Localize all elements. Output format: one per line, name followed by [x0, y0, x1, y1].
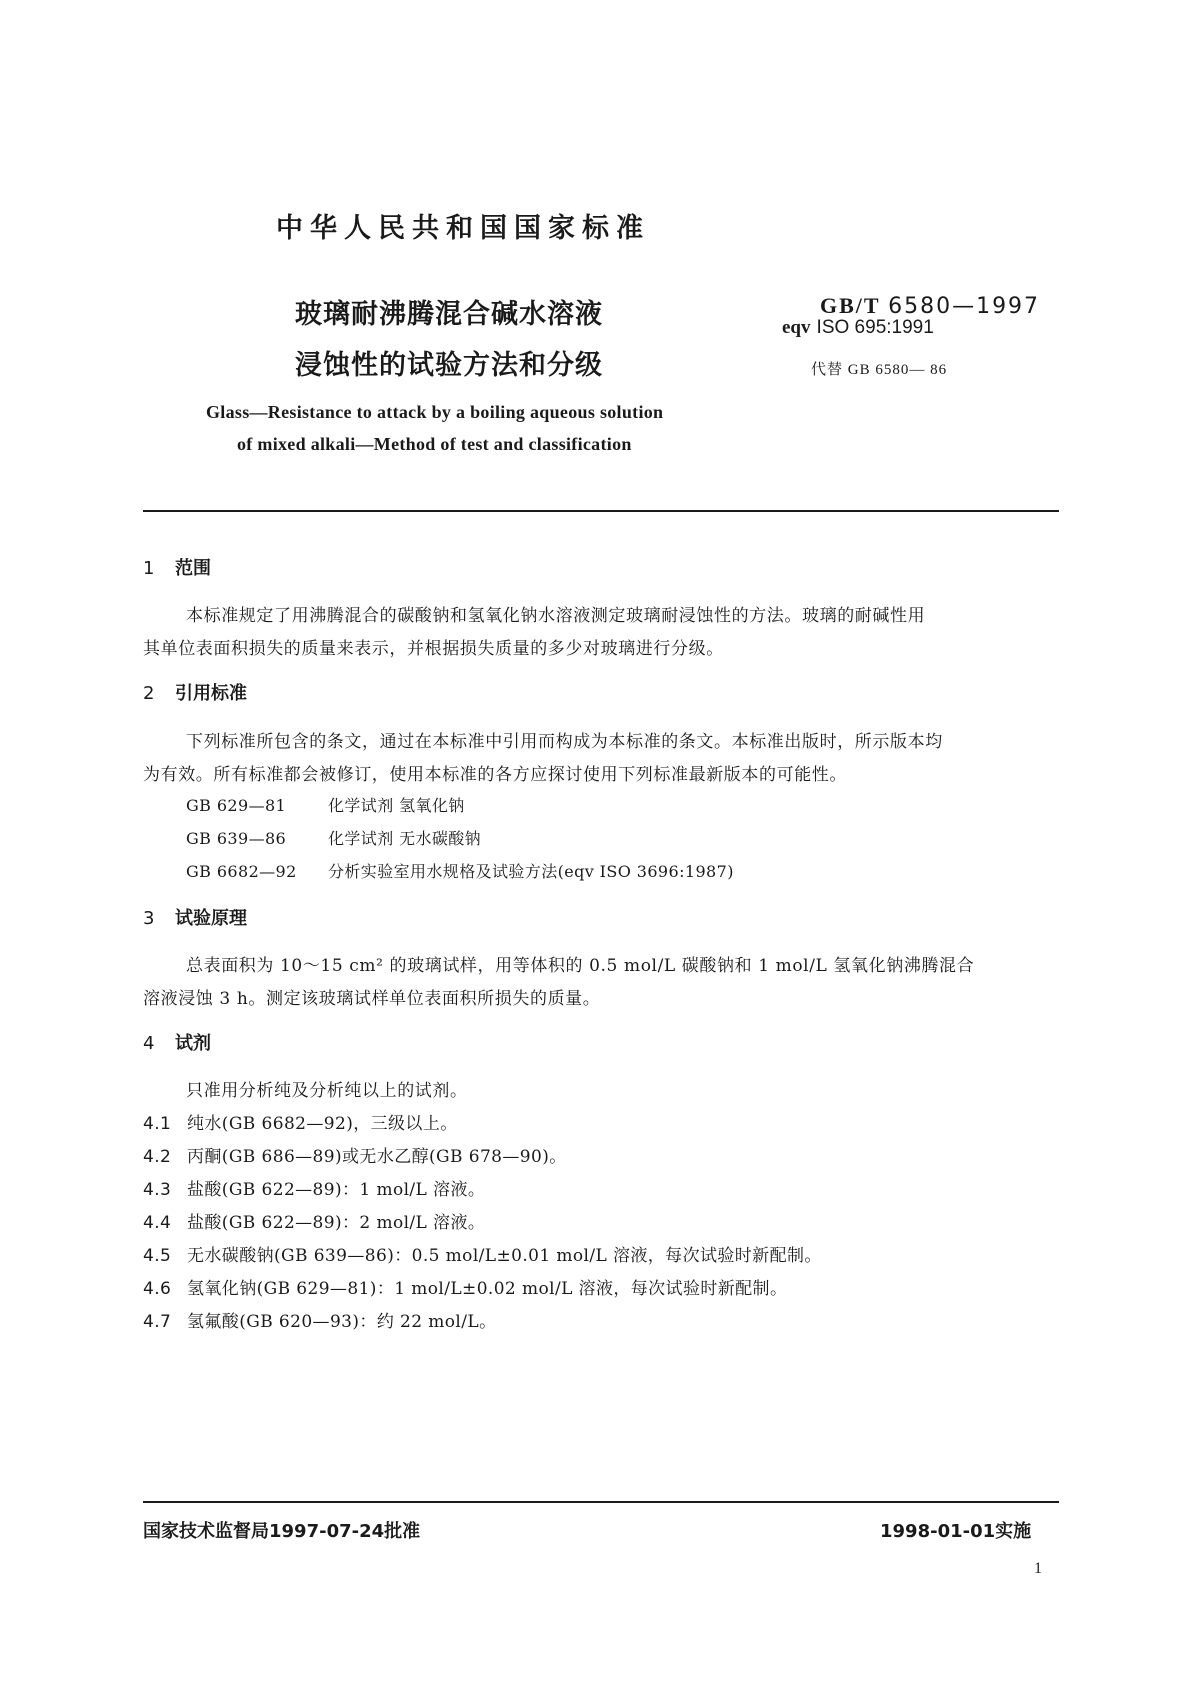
reagent-number: 4.1 — [143, 1114, 172, 1134]
reagent-number: 4.3 — [143, 1180, 172, 1200]
section-title: 引用标准 — [175, 683, 247, 704]
document-title-cn-line1: 玻璃耐沸腾混合碱水溶液 — [295, 299, 603, 330]
section-title: 范围 — [175, 558, 211, 579]
section-number: 3 — [143, 908, 155, 929]
section-heading — [143, 679, 247, 705]
reagent-text: 丙酮(GB 686—89)或无水乙醇(GB 678—90)。 — [187, 1147, 567, 1167]
reference-item — [186, 859, 734, 882]
reagent-item — [143, 1208, 485, 1233]
reference-title: 分析实验室用水规格及试验方法(eqv ISO 3696:1987) — [328, 862, 734, 881]
section-number: 4 — [143, 1033, 155, 1054]
eqv-iso-number: ISO 695:1991 — [816, 317, 934, 338]
reagent-text: 纯水(GB 6682—92)，三级以上。 — [187, 1114, 458, 1134]
reagent-number: 4.5 — [143, 1246, 172, 1266]
reagent-item — [143, 1307, 496, 1332]
issuing-authority-heading: 中华人民共和国国家标准 — [276, 213, 650, 244]
paragraph-line: 本标准规定了用沸腾混合的碳酸钠和氢氧化钠水溶液测定玻璃耐浸蚀性的方法。玻璃的耐碱性用 — [186, 606, 926, 626]
section-heading — [143, 1029, 211, 1055]
replaces-standard: 代替 GB 6580— 86 — [811, 362, 948, 378]
eqv-prefix: eqv — [782, 317, 811, 338]
reagent-text: 盐酸(GB 622—89)：2 mol/L 溶液。 — [187, 1213, 486, 1233]
reference-code: GB 6682—92 — [186, 862, 297, 881]
reagent-number: 4.4 — [143, 1213, 172, 1233]
reagent-number: 4.7 — [143, 1312, 172, 1332]
reference-code: GB 639—86 — [186, 829, 287, 848]
standard-year-number: 6580—1997 — [888, 294, 1041, 319]
footer-divider — [143, 1501, 1059, 1503]
reagent-number: 4.2 — [143, 1147, 172, 1167]
page-number: 1 — [1034, 1560, 1042, 1577]
paragraph-line: 只准用分析纯及分析纯以上的试剂。 — [186, 1081, 468, 1101]
section-heading — [143, 904, 247, 930]
standard-prefix: GB/T — [820, 293, 881, 318]
paragraph-line: 下列标准所包含的条文，通过在本标准中引用而构成为本标准的条文。本标准出版时，所示版本均 — [186, 732, 943, 752]
reagent-text: 无水碳酸钠(GB 639—86)：0.5 mol/L±0.01 mol/L 溶液，每次试验时新配制。 — [187, 1246, 822, 1266]
reagent-item — [143, 1241, 822, 1266]
reference-title: 化学试剂 氢氧化钠 — [328, 796, 465, 815]
header-divider — [143, 510, 1059, 512]
reagent-item — [143, 1175, 485, 1200]
document-title-en-line2: of mixed alkali—Method of test and classification — [237, 434, 632, 454]
effective-date: 1998-01-01实施 — [880, 1521, 1032, 1542]
reagent-text: 氢氟酸(GB 620—93)：约 22 mol/L。 — [187, 1312, 497, 1332]
paragraph-line: 总表面积为 10～15 cm² 的玻璃试样，用等体积的 0.5 mol/L 碳酸钠和 1 mol/L 氢氧化钠沸腾混合 — [186, 956, 975, 976]
approval-date: 国家技术监督局1997-07-24批准 — [143, 1521, 421, 1542]
section-title: 试验原理 — [175, 908, 247, 929]
reference-title: 化学试剂 无水碳酸钠 — [328, 829, 482, 848]
reagent-item — [143, 1142, 567, 1167]
reagent-text: 盐酸(GB 622—89)：1 mol/L 溶液。 — [187, 1180, 486, 1200]
reagent-item — [143, 1274, 787, 1299]
section-number: 1 — [143, 558, 155, 579]
section-title: 试剂 — [175, 1033, 211, 1054]
document-title-en-line1: Glass—Resistance to attack by a boiling aqueous solution — [206, 402, 664, 422]
paragraph-line: 其单位表面积损失的质量来表示，并根据损失质量的多少对玻璃进行分级。 — [143, 639, 724, 659]
reagent-item — [143, 1109, 458, 1134]
reagent-number: 4.6 — [143, 1279, 172, 1299]
section-number: 2 — [143, 683, 155, 704]
paragraph-line: 溶液浸蚀 3 h。测定该玻璃试样单位表面积所损失的质量。 — [143, 989, 601, 1009]
paragraph-line: 为有效。所有标准都会被修订，使用本标准的各方应探讨使用下列标准最新版本的可能性。 — [143, 765, 847, 785]
reference-item — [186, 826, 481, 849]
reference-item — [186, 793, 465, 816]
section-heading — [143, 554, 211, 580]
reference-code: GB 629—81 — [186, 796, 287, 815]
document-title-cn-line2: 浸蚀性的试验方法和分级 — [295, 350, 603, 381]
equivalent-standard — [782, 316, 934, 339]
reagent-text: 氢氧化钠(GB 629—81)：1 mol/L±0.02 mol/L 溶液，每次试验时新配制。 — [187, 1279, 788, 1299]
